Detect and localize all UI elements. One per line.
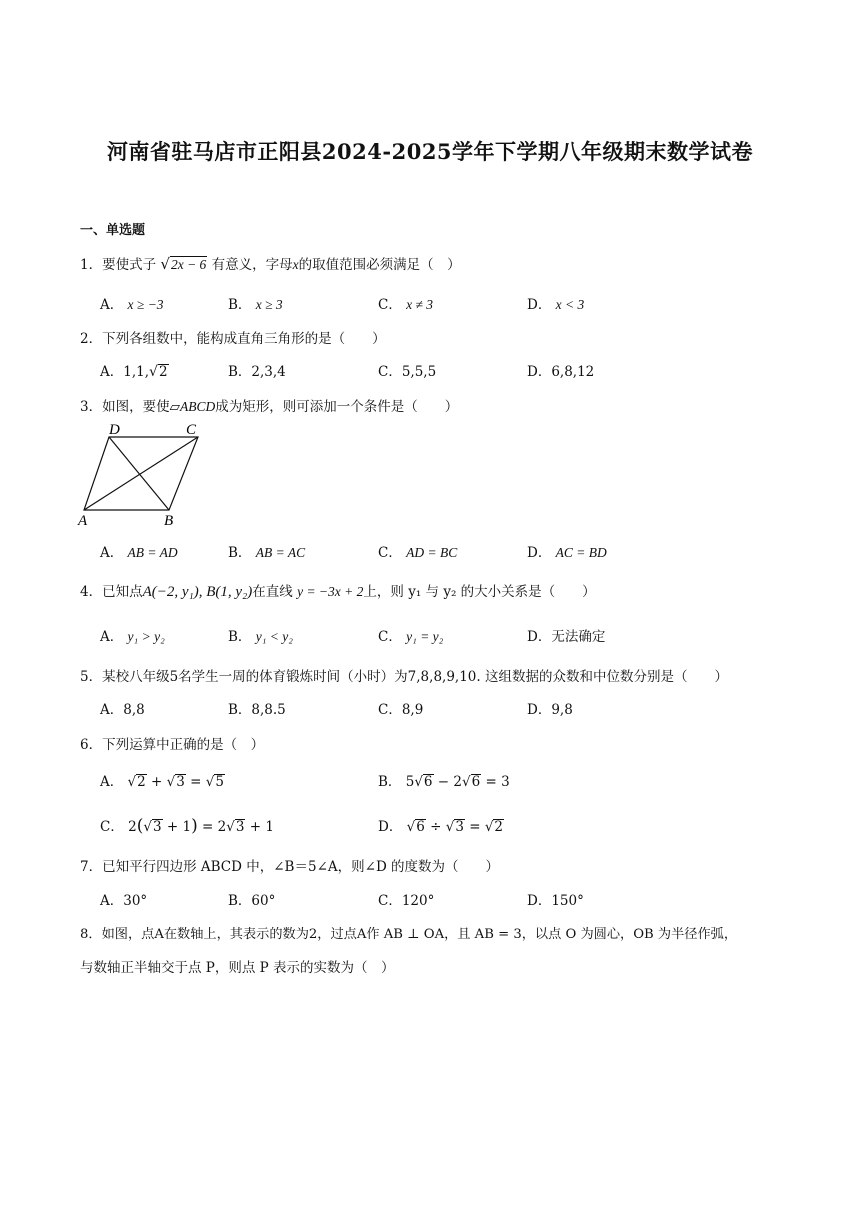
q4-option-c[interactable]: C． y₁ = y₂ <box>378 629 444 645</box>
q5-option-d[interactable]: D．9,8 <box>527 702 573 718</box>
q1-option-b[interactable]: B． x ≥ 3 <box>228 297 283 313</box>
question-7-stem: 7．已知平行四边形 ABCD 中，∠B＝5∠A，则∠D 的度数为（ ） <box>80 859 500 875</box>
vertex-label-d: D <box>109 422 120 438</box>
q1-option-d[interactable]: D． x < 3 <box>527 297 585 313</box>
q4-option-b[interactable]: B． y₁ < y₂ <box>228 629 293 645</box>
q7-option-b[interactable]: B．60° <box>228 893 276 909</box>
q2-option-a[interactable]: A．1,1,√2 <box>100 364 168 380</box>
page-title: 河南省驻马店市正阳县2024-2025学年下学期八年级期末数学试卷 <box>106 139 754 164</box>
q7-option-c[interactable]: C．120° <box>378 893 435 909</box>
q2-option-b[interactable]: B．2,3,4 <box>228 364 286 380</box>
question-8-stem-line-2: 与数轴正半轴交于点 P，则点 P 表示的实数为（ ） <box>80 960 395 976</box>
q1-option-c[interactable]: C． x ≠ 3 <box>378 297 434 313</box>
question-4-stem: 4．已知点A(−2, y₁), B(1, y₂)在直线 y = −3x + 2上，则 y₁ 与 y₂ 的大小关系是（ ） <box>80 584 596 600</box>
q7-option-d[interactable]: D．150° <box>527 893 584 909</box>
q4-option-a[interactable]: A． y₁ > y₂ <box>100 629 165 645</box>
question-5-stem: 5．某校八年级5名学生一周的体育锻炼时间（小时）为7,8,8,9,10. 这组数据的众数和中位数分别是（ ） <box>80 669 728 685</box>
question-2-stem: 2．下列各组数中，能构成直角三角形的是（ ） <box>80 331 386 347</box>
question-8-stem-line-1: 8．如图，点A在数轴上，其表示的数为2，过点A作 AB ⊥ OA，且 AB = 3，以点 O 为圆心，OB 为半径作弧， <box>80 927 738 942</box>
q5-option-a[interactable]: A．8,8 <box>100 702 145 718</box>
vertex-label-b: B <box>164 513 174 529</box>
q3-option-b[interactable]: B． AB = AC <box>228 545 306 561</box>
vertex-label-a: A <box>78 513 88 529</box>
q3-option-a[interactable]: A． AB = AD <box>100 545 178 561</box>
question-3-stem: 3．如图，要使▱ABCD成为矩形，则可添加一个条件是（ ） <box>80 399 459 415</box>
q6-option-a[interactable]: A． √2 + √3 = √5 <box>100 774 224 790</box>
q4-option-d[interactable]: D．无法确定 <box>527 629 606 645</box>
q6-option-b[interactable]: B． 5√6 − 2√6 = 3 <box>378 774 510 790</box>
q1-option-a[interactable]: A． x ≥ −3 <box>100 297 164 313</box>
section-heading: 一、单选题 <box>80 223 146 238</box>
q3-option-c[interactable]: C． AD = BC <box>378 545 458 561</box>
q2-option-c[interactable]: C．5,5,5 <box>378 364 437 380</box>
q7-option-a[interactable]: A．30° <box>100 893 148 909</box>
question-6-stem: 6．下列运算中正确的是（ ） <box>80 737 265 753</box>
q6-option-c[interactable]: C． 2(√3 + 1) = 2√3 + 1 <box>100 816 274 836</box>
vertex-label-c: C <box>186 422 197 438</box>
q5-option-b[interactable]: B．8,8.5 <box>228 702 286 718</box>
parallelogram-figure <box>76 418 216 530</box>
q1-radicand: 2x − 6 <box>170 257 207 272</box>
q2-option-d[interactable]: D．6,8,12 <box>527 364 595 380</box>
question-1-stem: 1．要使式子 √2x − 6 有意义，字母x的取值范围必须满足（ ） <box>80 255 461 273</box>
q3-option-d[interactable]: D． AC = BD <box>527 545 607 561</box>
q5-option-c[interactable]: C．8,9 <box>378 702 424 718</box>
q6-option-d[interactable]: D． √6 ÷ √3 = √2 <box>378 819 504 835</box>
